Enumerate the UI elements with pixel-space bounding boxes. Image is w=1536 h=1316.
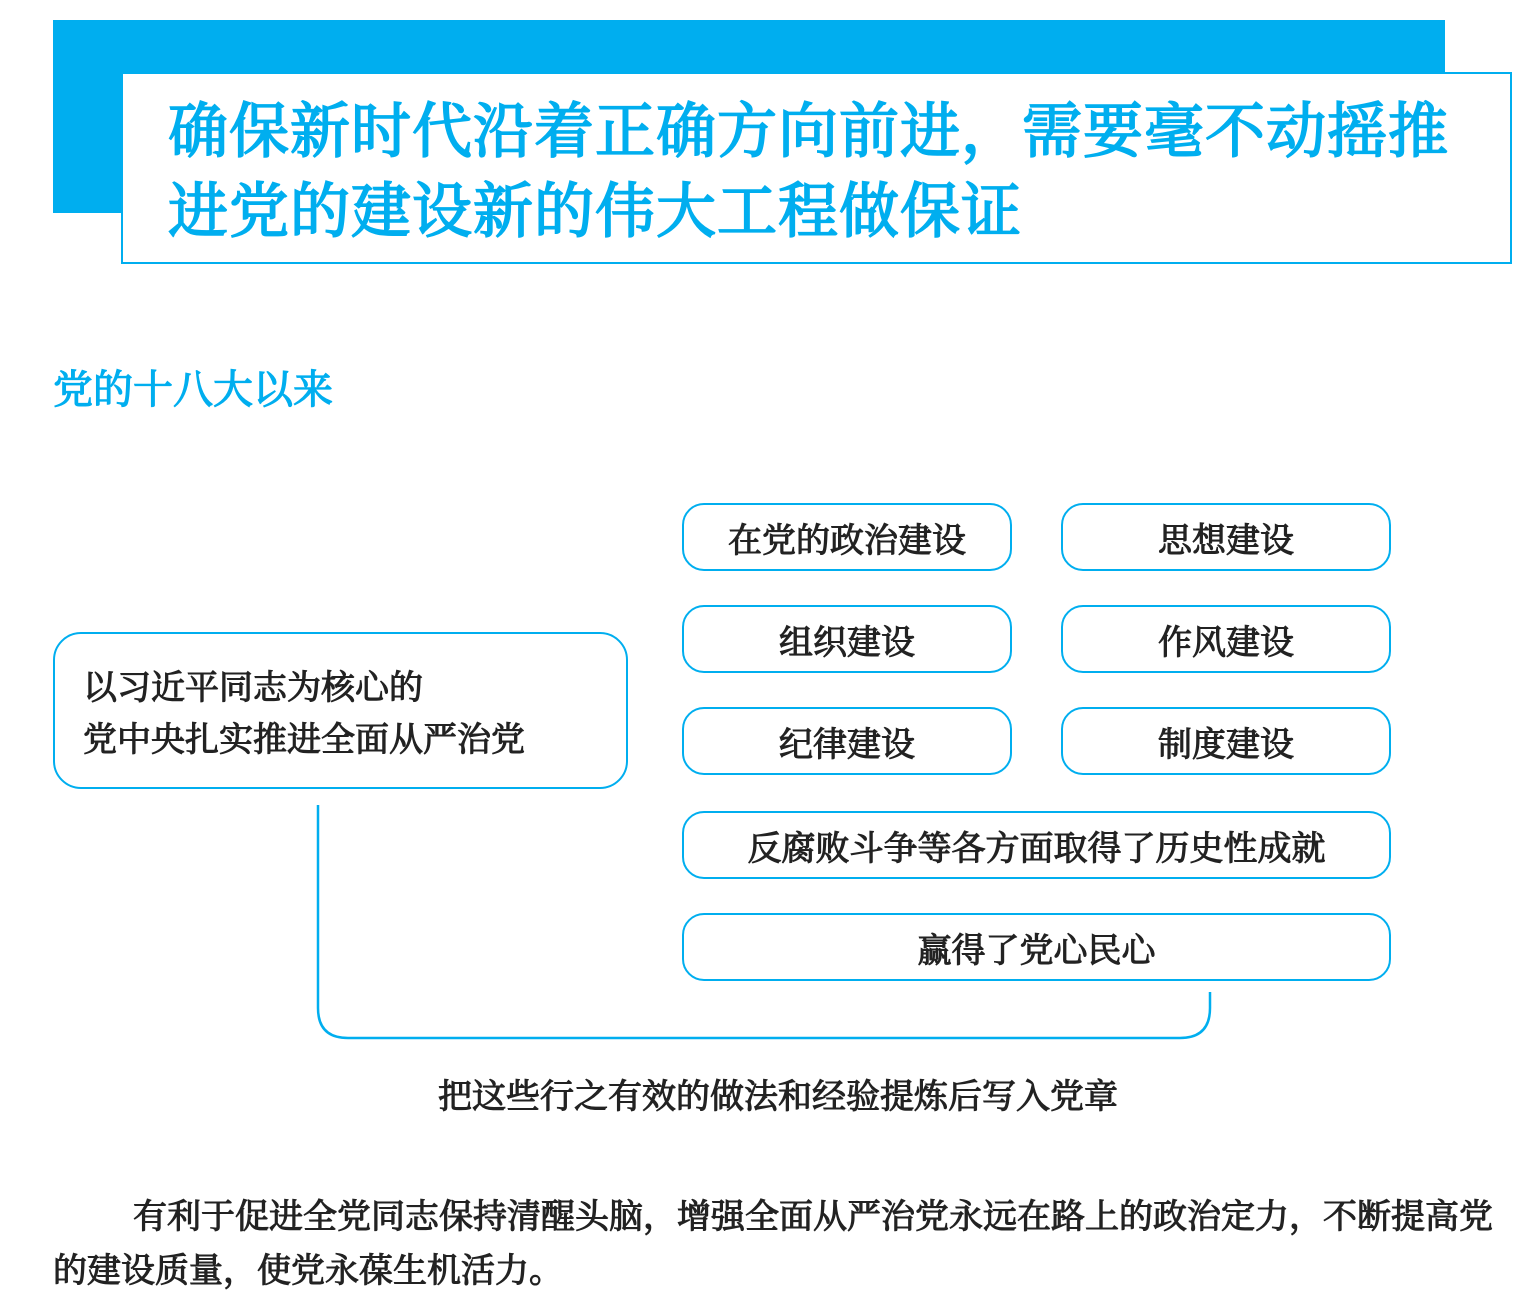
summary-statement: 把这些行之有效的做法和经验提炼后写入党章	[438, 1077, 1118, 1117]
item-win-public-support: 赢得了党心民心	[682, 913, 1391, 981]
connector-line	[318, 805, 1210, 1038]
section-title: 党的十八大以来	[53, 366, 333, 413]
item-institution-building: 制度建设	[1061, 707, 1391, 775]
item-anti-corruption-achievement: 反腐败斗争等各方面取得了历史性成就	[682, 811, 1391, 879]
main-statement-line-2: 党中央扎实推进全面从严治党	[83, 720, 525, 760]
item-conduct-building: 作风建设	[1061, 605, 1391, 673]
item-ideological-building: 思想建设	[1061, 503, 1391, 571]
item-organizational-building: 组织建设	[682, 605, 1012, 673]
page-title: 确保新时代沿着正确方向前进，需要毫不动摇推进党的建设新的伟大工程做保证	[168, 97, 1449, 247]
main-statement-line-1: 以习近平同志为核心的	[83, 668, 423, 708]
item-discipline-building: 纪律建设	[682, 707, 1012, 775]
body-paragraph: 有利于促进全党同志保持清醒头脑，增强全面从严治党永远在路上的政治定力，不断提高党的建设质量，使党永葆生机活力。	[53, 1197, 1493, 1291]
item-political-building: 在党的政治建设	[682, 503, 1012, 571]
